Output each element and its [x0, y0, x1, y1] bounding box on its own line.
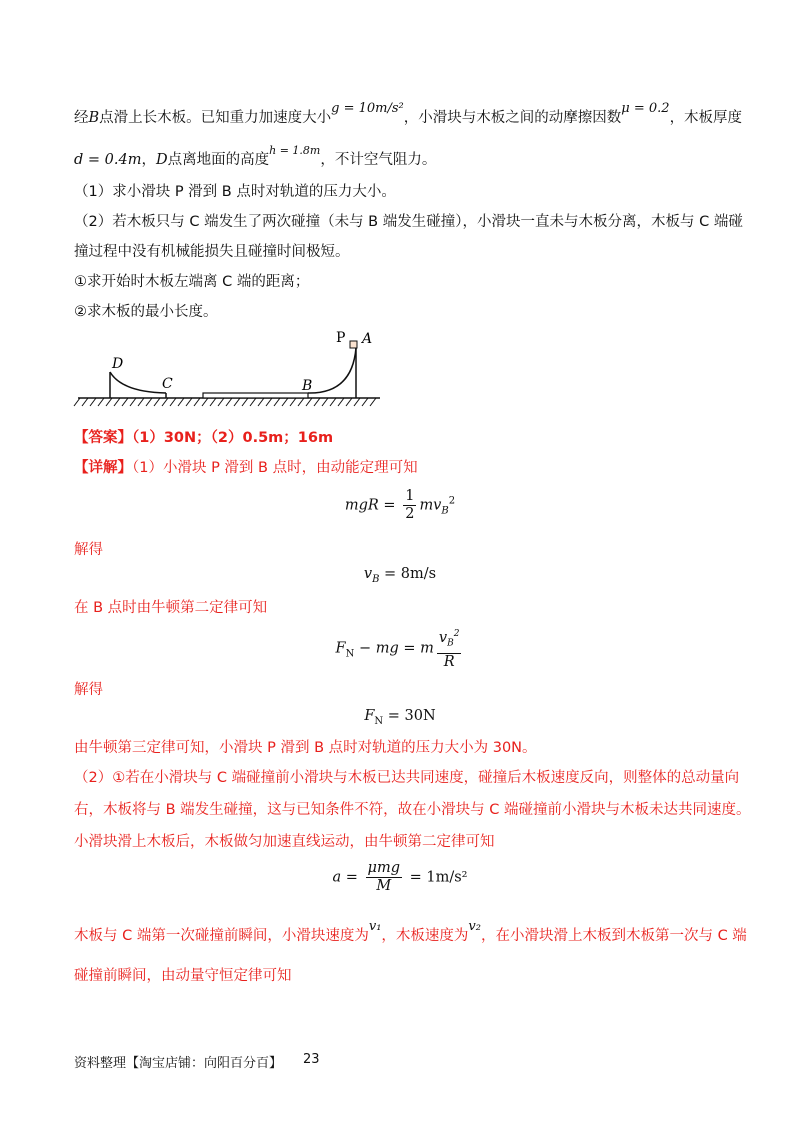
label-p: P — [336, 330, 346, 346]
label-a: A — [362, 331, 373, 347]
question-2-line-1: （2）若木板只与 C 端发生了两次碰撞（未与 B 端发生碰撞），小滑块一直未与木板分离，木板与 C 端碰 — [74, 214, 743, 230]
question-1: （1）求小滑块 P 滑到 B 点时对轨道的压力大小。 — [74, 184, 396, 200]
equation-vb: $v_B = 8m/s$ — [363, 566, 437, 585]
detail-intro-line: 【详解】（1）小滑块 P 滑到 B 点时，由动能定理可知 — [74, 460, 418, 476]
label-b: B — [302, 378, 313, 394]
answer-text: （1）30N；（2）0.5m；16m — [132, 430, 334, 446]
solve-label-2: 解得 — [74, 682, 103, 698]
label-d: D — [112, 356, 124, 372]
track-diagram — [70, 326, 390, 410]
answer-tag: 【答案】 — [74, 430, 132, 446]
question-2-sub-1: ①求开始时木板左端离 C 端的距离； — [74, 274, 310, 290]
ground-hatch — [74, 398, 376, 406]
long-board — [203, 393, 308, 398]
answer-line — [74, 428, 333, 448]
board-thickness: d = 0.4m — [74, 152, 142, 168]
problem-line-2: d = 0.4m，D点离地面的高度$^{h = 1.8m}$，不计空气阻力。 — [74, 144, 437, 168]
newton-third-line: 由牛顿第三定律可知，小滑块 P 滑到 B 点时对轨道的压力大小为 30N。 — [74, 740, 537, 756]
velocity-v1: v₁ — [368, 919, 382, 934]
part2-line-2: 右，木板将与 B 端发生碰撞，这与已知条件不符，故在小滑块与 C 端碰撞前小滑块与木板未达共同速度。 — [74, 802, 751, 818]
friction-coefficient: μ = 0.2 — [621, 101, 670, 116]
footer-source: 资料整理【淘宝店铺：向阳百分百】 — [74, 1056, 283, 1071]
left-track — [110, 372, 166, 398]
question-2-sub-2: ②求木板的最小长度。 — [74, 304, 218, 320]
page-number: 23 — [303, 1052, 320, 1067]
part2-line-1: （2）①若在小滑块与 C 端碰撞前小滑块与木板已达共同速度，碰撞后木板速度反向，则整体的总动量向 — [74, 770, 740, 786]
equation-energy: mgR = $\frac{1}{2}$ $mv_B^2$ — [344, 488, 456, 522]
solve-label-1: 解得 — [74, 542, 103, 558]
height-value: h = 1.8m — [269, 144, 321, 157]
velocity-v2: v₂ — [468, 919, 481, 934]
gravity-value: g = 10m/s² — [331, 101, 404, 116]
newton-second-line: 在 B 点时由牛顿第二定律可知 — [74, 600, 268, 616]
question-2-line-2: 撞过程中没有机械能损失且碰撞时间极短。 — [74, 244, 350, 260]
label-c: C — [162, 376, 173, 392]
equation-acceleration: a = $\frac{\text{μmg}}{M}$ = 1m/s² — [332, 860, 468, 894]
part2-line-4: 木板与 C 端第一次碰撞前瞬间，小滑块速度为v₁，木板速度为v₂，在小滑块滑上木板到木板第一次与 C 端 — [74, 919, 747, 944]
block-p — [350, 341, 357, 348]
problem-line-1: 经B点滑上长木板。已知重力加速度大小g = 10m/s²，小滑块与木板之间的动摩擦因数μ = 0.2，木板厚度 — [74, 101, 743, 126]
part2-line-5: 碰撞前瞬间，由动量守恒定律可知 — [74, 968, 292, 984]
equation-newton: $F_N$ − mg = m $\frac{v_B^2}{R}$ — [0, 626, 800, 671]
right-track — [308, 348, 356, 398]
equation-fn: $F_N = 30N$ — [364, 708, 436, 727]
detail-tag: 【详解】 — [74, 460, 132, 476]
part2-line-3: 小滑块滑上木板后，木板做匀加速直线运动，由牛顿第二定律可知 — [74, 834, 495, 850]
